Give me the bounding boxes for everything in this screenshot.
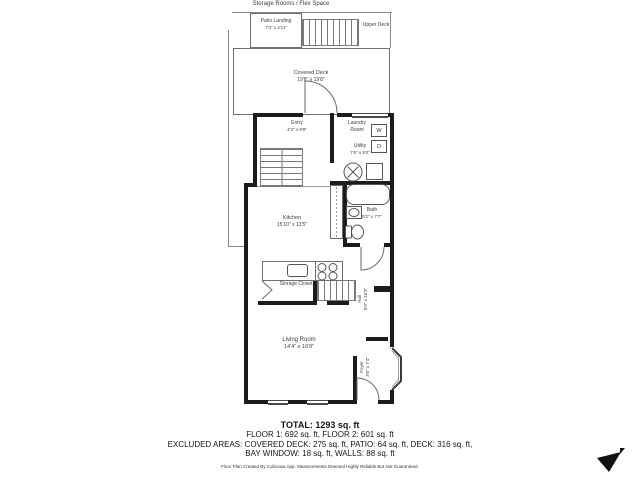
laundry-window bbox=[352, 113, 388, 118]
room-name: Bath bbox=[366, 207, 378, 213]
cubicasa-logo-icon bbox=[596, 448, 626, 474]
wall-top-b bbox=[337, 113, 352, 117]
room-name: Entry bbox=[291, 120, 303, 126]
upper-deck-label: Upper Deck bbox=[362, 22, 390, 28]
room-name: Living Room bbox=[282, 337, 316, 343]
bath-bottom-wall-b bbox=[384, 243, 394, 247]
water-heater-icon bbox=[344, 163, 362, 181]
foyer-top-stub bbox=[366, 337, 388, 341]
entry-label bbox=[275, 120, 319, 133]
covered-deck-label bbox=[261, 70, 361, 84]
bathtub bbox=[346, 184, 390, 205]
room-name: Hall bbox=[357, 295, 362, 303]
stove bbox=[315, 261, 343, 281]
room-name: Foyer bbox=[359, 361, 364, 373]
room-dims: 15'10" x 13'5" bbox=[276, 222, 308, 229]
entry-laundry-wall bbox=[330, 113, 334, 163]
room-name: Utility bbox=[353, 143, 367, 149]
storage-closet-label: Storage Closet bbox=[279, 281, 313, 287]
living-room-label bbox=[251, 336, 347, 352]
utility-label bbox=[338, 143, 382, 156]
wall-top-a bbox=[253, 113, 303, 117]
summary-excluded-2: BAY WINDOW: 18 sq. ft, WALLS: 88 sq. ft bbox=[245, 449, 395, 458]
wall-bottom-d bbox=[378, 400, 394, 404]
summary-floors: FLOOR 1: 692 sq. ft, FLOOR 2: 601 sq. ft bbox=[246, 430, 394, 439]
kitchen-sink bbox=[287, 264, 308, 277]
summary-excluded-1: EXCLUDED AREAS: COVERED DECK: 275 sq. ft, PATIO: 64 sq. ft, DECK: 316 sq. ft, bbox=[167, 439, 473, 449]
wall-bottom-b bbox=[288, 400, 307, 404]
hall-label bbox=[357, 277, 379, 321]
bay-window-inner-line bbox=[392, 351, 399, 387]
bath-bottom-wall-a bbox=[343, 243, 360, 247]
room-dims: 4'3" x 9'8" bbox=[287, 126, 307, 132]
room-dims: 7'3" x 4'11" bbox=[265, 24, 287, 30]
living-window-1 bbox=[268, 400, 288, 405]
wall-bottom-c bbox=[328, 400, 355, 404]
washer-box bbox=[371, 124, 387, 137]
upper-deck-right-rail bbox=[390, 12, 391, 48]
room-name: Patio Landing bbox=[260, 18, 292, 24]
room-dims: 5'2" x 7'7" bbox=[362, 213, 382, 219]
storage-flex-label: Storage Rooms / Flex Space bbox=[252, 1, 330, 7]
foyer-label bbox=[359, 347, 379, 387]
closet-bifold-door bbox=[262, 281, 272, 299]
foyer-divider-wall bbox=[353, 356, 357, 404]
kitchen-label bbox=[260, 215, 324, 229]
room-dims: 14'4" x 16'9" bbox=[283, 344, 315, 351]
room-dims: 5'0" x 15'3" bbox=[363, 287, 369, 311]
room-dims: 7'6" x 9'2" bbox=[350, 149, 370, 155]
entry-left-wall bbox=[253, 113, 257, 187]
hall-stairs bbox=[317, 280, 356, 301]
utility-equipment-box bbox=[366, 163, 383, 180]
patio-landing-label bbox=[250, 18, 302, 31]
patio-rail-tick bbox=[228, 246, 245, 247]
kitchen-side-counter bbox=[330, 185, 343, 239]
laundry-room-label: Laundry Room bbox=[347, 120, 367, 133]
room-name: Covered Deck bbox=[293, 70, 329, 76]
washer-label: W bbox=[376, 127, 382, 134]
room-dims: 19'8" x 19'8" bbox=[297, 77, 325, 84]
summary-total: TOTAL: 1293 sq. ft bbox=[280, 420, 360, 430]
bath-label bbox=[354, 207, 390, 220]
bath-door-arc bbox=[361, 247, 384, 270]
closet-bottom-wall bbox=[258, 301, 317, 305]
toilet-icon bbox=[346, 225, 364, 239]
wall-left bbox=[244, 183, 248, 404]
living-window-2 bbox=[307, 400, 328, 405]
room-dims: 3'6" x 7'4" bbox=[365, 357, 371, 377]
patio-left-rail bbox=[228, 30, 229, 247]
wall-right-upper bbox=[390, 113, 394, 347]
room-name: Kitchen bbox=[282, 215, 302, 221]
dryer-label: D bbox=[377, 143, 381, 150]
bay-window-outline bbox=[392, 348, 401, 390]
entry-stairs bbox=[260, 148, 303, 187]
disclaimer-text: Floor Plan Created By Cubicasa App. Measurements Deemed Highly Reliable But Not Guaranteed. bbox=[221, 464, 419, 469]
upper-deck-stairs bbox=[302, 19, 359, 46]
